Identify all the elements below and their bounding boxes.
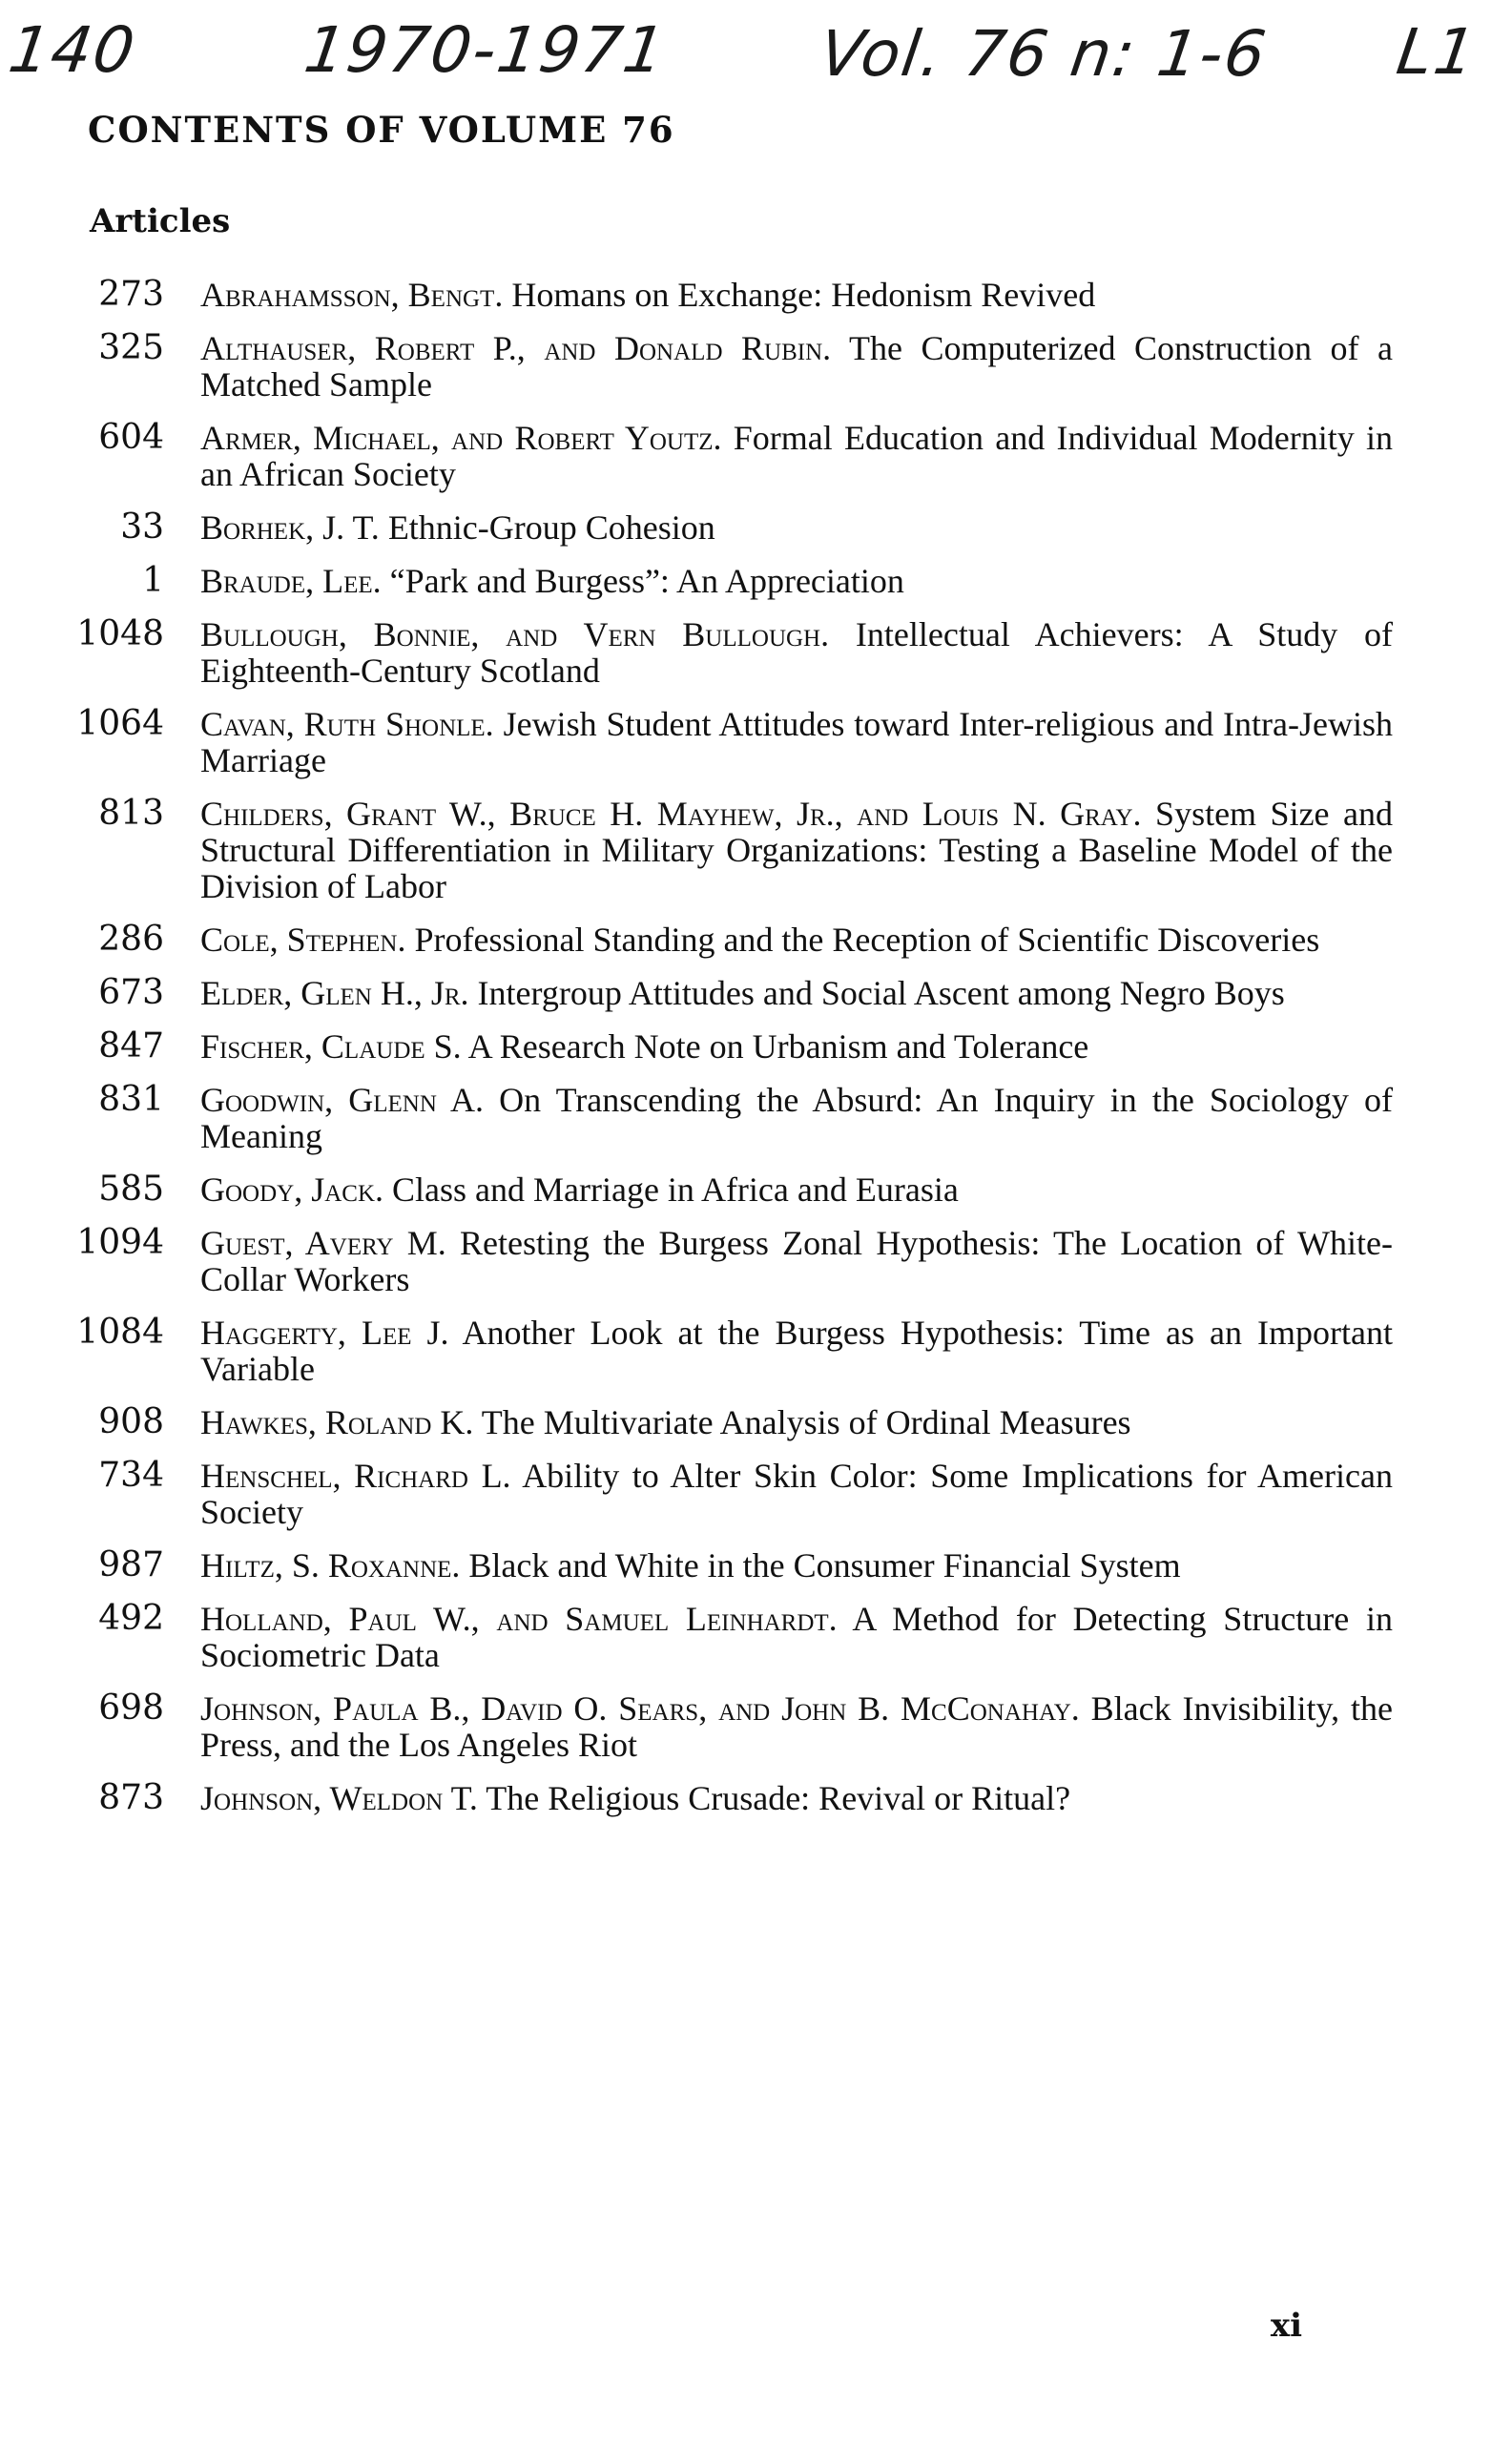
entry-authors: Elder, Glen H., Jr. — [200, 974, 469, 1012]
entry-citation — [200, 563, 1393, 599]
entry-page-number: 847 — [98, 1026, 164, 1066]
entry-title: Homans on Exchange: Hedonism Revived — [503, 276, 1096, 314]
entry-title: Ethnic-Group Cohesion — [379, 508, 715, 547]
handwritten-years: 1970-1971 — [300, 13, 672, 87]
entry-authors: Bullough, Bonnie, and Vern Bullough. — [200, 615, 830, 653]
contents-entry — [57, 1690, 1393, 1763]
entry-title: “Park and Burgess”: An Appreciation — [381, 562, 904, 600]
contents-entry — [57, 616, 1393, 689]
entry-citation — [200, 706, 1393, 778]
entry-citation — [200, 1547, 1393, 1584]
entry-citation — [200, 922, 1393, 958]
entry-authors: Johnson, Weldon T. — [200, 1779, 478, 1817]
entry-authors: Goodwin, Glenn A. — [200, 1081, 485, 1119]
contents-entry — [57, 1458, 1393, 1530]
entry-page-number: 33 — [120, 507, 164, 547]
entry-page-number: 492 — [98, 1599, 164, 1638]
entry-page-number: 908 — [98, 1402, 164, 1441]
entry-citation — [200, 330, 1393, 403]
entry-title: On Transcending the Absurd: An Inquiry in the Sociology of Meaning — [200, 1081, 1394, 1155]
entry-citation — [200, 975, 1393, 1011]
contents-list — [57, 277, 1393, 1833]
contents-entry — [57, 1082, 1393, 1154]
contents-entry — [57, 1780, 1393, 1816]
entry-authors: Armer, Michael, and Robert Youtz. — [200, 419, 722, 457]
page-heading: CONTENTS OF VOLUME 76 — [88, 109, 675, 151]
entry-title: Retesting the Burgess Zonal Hypothesis: The Location of White-Collar Workers — [200, 1224, 1393, 1298]
contents-entry — [57, 1404, 1393, 1440]
handwritten-code: L1 — [1392, 15, 1482, 89]
entry-title: Intellectual Achievers: A Study of Eighteenth-Century Scotland — [200, 615, 1393, 690]
entry-page-number: 813 — [98, 794, 164, 833]
contents-entry — [57, 1171, 1393, 1208]
entry-page-number: 1064 — [76, 704, 164, 743]
entry-title: The Computerized Construction of a Matched Sample — [200, 329, 1393, 404]
contents-entry — [57, 1315, 1393, 1387]
entry-authors: Goody, Jack. — [200, 1170, 384, 1209]
entry-page-number: 273 — [98, 275, 164, 314]
entry-page-number: 286 — [98, 920, 164, 959]
contents-entry — [57, 975, 1393, 1011]
entry-title: System Size and Structural Differentiation in Military Organizations: Testing a Baseline Model of the Division of Labor — [200, 795, 1393, 905]
entry-title: Formal Education and Individual Modernity in an African Society — [200, 419, 1393, 493]
entry-title: A Research Note on Urbanism and Tolerance — [461, 1027, 1089, 1066]
entry-title: Black Invisibility, the Press, and the Los Angeles Riot — [200, 1689, 1394, 1764]
entry-authors: Haggerty, Lee J. — [200, 1314, 449, 1352]
entry-citation — [200, 1404, 1393, 1440]
contents-entry — [57, 706, 1393, 778]
entry-citation — [200, 1082, 1393, 1154]
contents-entry — [57, 1601, 1393, 1673]
entry-authors: Holland, Paul W., and Samuel Leinhardt. — [200, 1600, 838, 1638]
contents-entry — [57, 1547, 1393, 1584]
entry-authors: Cole, Stephen. — [200, 921, 406, 959]
entry-authors: Abrahamsson, Bengt. — [200, 276, 504, 314]
contents-entry — [57, 796, 1393, 904]
entry-citation — [200, 1458, 1393, 1530]
entry-title: Jewish Student Attitudes toward Inter-religious and Intra-Jewish Marriage — [200, 705, 1394, 779]
contents-entry — [57, 509, 1393, 546]
entry-citation — [200, 1690, 1393, 1763]
entry-authors: Fischer, Claude S. — [200, 1027, 462, 1066]
entry-title: The Religious Crusade: Revival or Ritual? — [477, 1779, 1071, 1817]
entry-page-number: 1 — [142, 561, 164, 600]
entry-citation — [200, 1780, 1393, 1816]
entry-page-number: 673 — [98, 973, 164, 1012]
entry-page-number: 1048 — [76, 614, 164, 653]
handwritten-annotation — [0, 0, 1512, 124]
entry-page-number: 325 — [98, 328, 164, 367]
entry-authors: Borhek, J. T. — [200, 508, 380, 547]
entry-citation — [200, 1315, 1393, 1387]
entry-page-number: 604 — [98, 418, 164, 457]
entry-authors: Henschel, Richard L. — [200, 1457, 511, 1495]
entry-page-number: 698 — [98, 1688, 164, 1728]
entry-page-number: 831 — [98, 1080, 164, 1119]
entry-title: The Multivariate Analysis of Ordinal Measures — [473, 1403, 1131, 1441]
entry-citation — [200, 1171, 1393, 1208]
entry-title: Black and White in the Consumer Financial System — [460, 1546, 1181, 1584]
entry-citation — [200, 420, 1393, 492]
entry-citation — [200, 509, 1393, 546]
section-title: Articles — [90, 202, 231, 240]
contents-entry — [57, 420, 1393, 492]
handwritten-number: 140 — [4, 13, 141, 87]
entry-citation — [200, 616, 1393, 689]
contents-entry — [57, 1225, 1393, 1297]
handwritten-volume: Vol. 76 n: 1-6 — [815, 17, 1273, 91]
entry-authors: Braude, Lee. — [200, 562, 382, 600]
contents-entry — [57, 277, 1393, 313]
entry-authors: Johnson, Paula B., David O. Sears, and John B. McConahay. — [200, 1689, 1080, 1728]
entry-authors: Cavan, Ruth Shonle. — [200, 705, 494, 743]
entry-authors: Hawkes, Roland K. — [200, 1403, 474, 1441]
entry-page-number: 1094 — [76, 1223, 164, 1262]
contents-entry — [57, 330, 1393, 403]
entry-authors: Hiltz, S. Roxanne. — [200, 1546, 461, 1584]
entry-page-number: 873 — [98, 1778, 164, 1817]
entry-page-number: 585 — [98, 1170, 164, 1209]
entry-authors: Guest, Avery M. — [200, 1224, 446, 1262]
entry-title: Class and Marriage in Africa and Eurasia — [383, 1170, 959, 1209]
entry-page-number: 987 — [98, 1545, 164, 1584]
entry-citation — [200, 1601, 1393, 1673]
contents-entry — [57, 1028, 1393, 1065]
entry-citation — [200, 277, 1393, 313]
entry-title: Ability to Alter Skin Color: Some Implications for American Society — [200, 1457, 1393, 1531]
entry-page-number: 734 — [98, 1456, 164, 1495]
entry-title: Intergroup Attitudes and Social Ascent among Negro Boys — [468, 974, 1285, 1012]
contents-entry — [57, 563, 1393, 599]
contents-entry — [57, 922, 1393, 958]
entry-authors: Althauser, Robert P., and Donald Rubin. — [200, 329, 832, 367]
entry-title: Another Look at the Burgess Hypothesis: Time as an Important Variable — [200, 1314, 1393, 1388]
entry-title: Professional Standing and the Reception of Scientific Discoveries — [405, 921, 1320, 959]
entry-page-number: 1084 — [76, 1313, 164, 1352]
entry-citation — [200, 1028, 1393, 1065]
entry-citation — [200, 1225, 1393, 1297]
page-folio: xi — [1270, 2307, 1302, 2345]
entry-authors: Childers, Grant W., Bruce H. Mayhew, Jr., and Louis N. Gray. — [200, 795, 1142, 833]
entry-citation — [200, 796, 1393, 904]
entry-title: A Method for Detecting Structure in Sociometric Data — [200, 1600, 1393, 1674]
